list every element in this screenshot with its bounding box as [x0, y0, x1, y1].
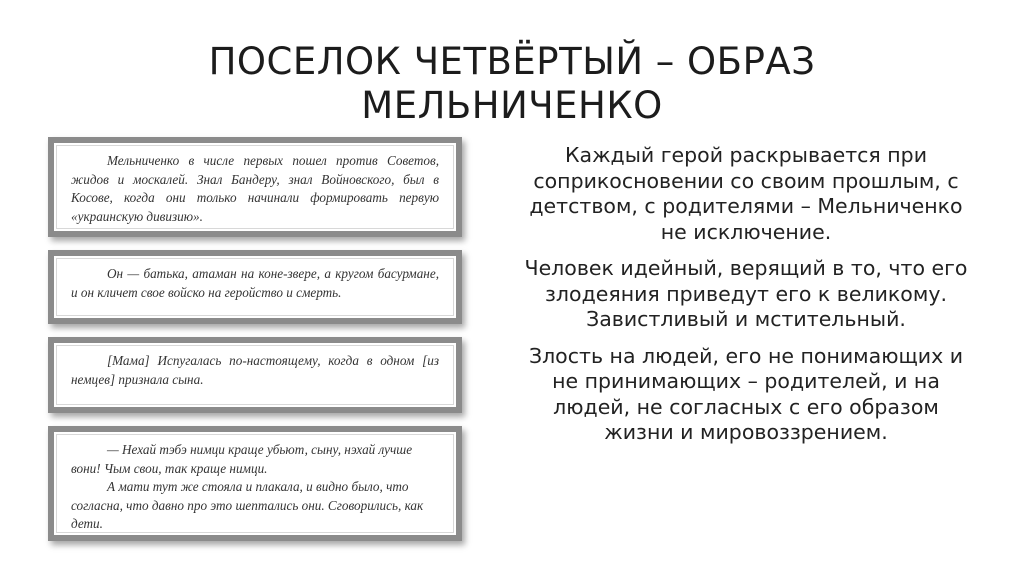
paragraph-1: Каждый герой раскрывается при соприкосновении со своим прошлым, с детством, с родителями – Мельниченко не исключение. [529, 143, 963, 244]
quote-box-1 [48, 137, 462, 237]
quote-box-3 [48, 337, 462, 413]
quote-text-4a: — Нехай тэбэ нимци краще убьют, сыну, нэхай лучше вони! Чым свои, так краще нимци. [71, 442, 413, 476]
quote-body-4 [56, 434, 454, 533]
quote-text-2: Он — батька, атаман на коне-звере, а кругом басурмане, и он кличет свое войско на геройство и смерть. [56, 258, 454, 316]
description-text [522, 143, 970, 457]
quote-box-2 [48, 250, 462, 324]
slide-title: ПОСЕЛОК ЧЕТВЁРТЫЙ – ОБРАЗ МЕЛЬНИЧЕНКО [208, 40, 816, 127]
paragraph-3: Злость на людей, его не понимающих и не принимающих – родителей, и на людей, не согласных с его образом жизни и мировоззрением. [528, 343, 964, 444]
quote-text-3: [Мама] Испугалась по-настоящему, когда в одном [из немцев] признала сына. [56, 345, 454, 405]
paragraph-2: Человек идейный, верящий в то, что его злодеяния приведут его к великому. Завистливый и мстительный. [524, 256, 968, 331]
quote-text-1: Мельниченко в числе первых пошел против Советов, жидов и москалей. Знал Бандеру, знал Войновского, был в Косове, когда они только начинали формировать первую «украинскую дивизию». [56, 145, 454, 229]
quote-box-4 [48, 426, 462, 541]
quote-text-4b: А мати тут же стояла и плакала, и видно было, что согласна, что давно про это шептались они. Сговорились, как дети. [71, 479, 424, 531]
